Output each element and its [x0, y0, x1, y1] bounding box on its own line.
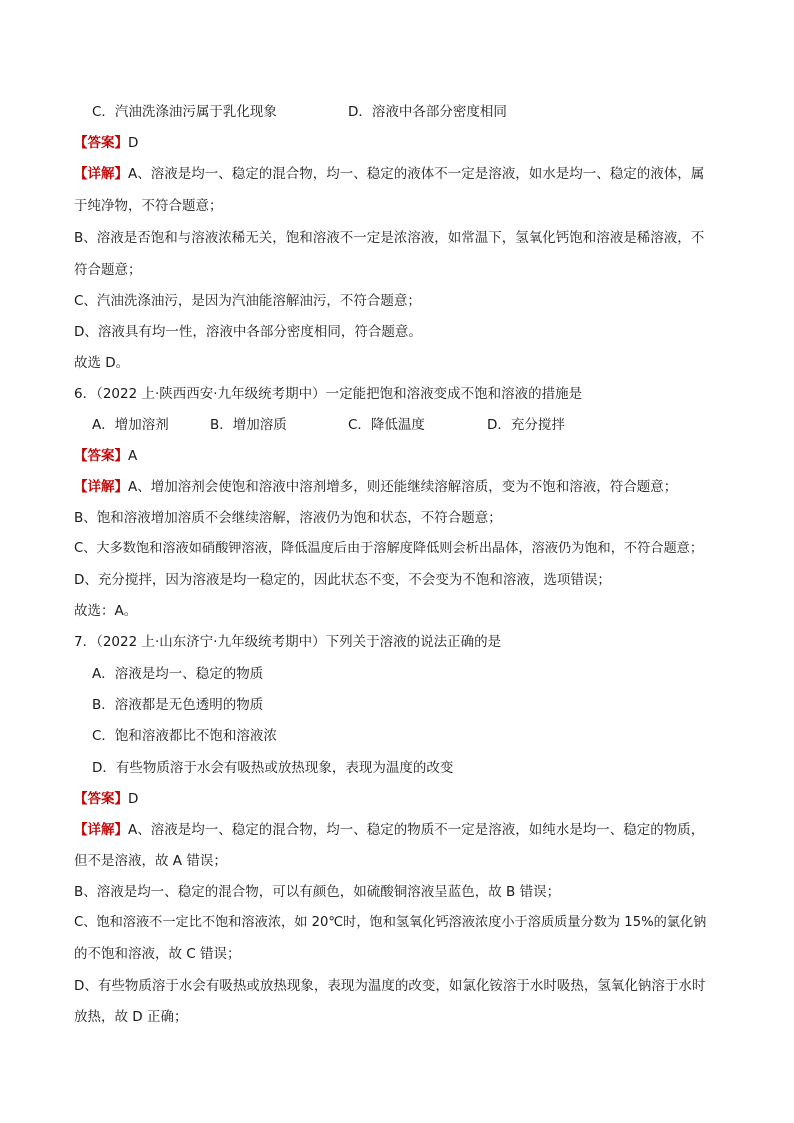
- answer-tag: 【答案】: [74, 135, 128, 151]
- detail-text: A、溶液是均一、稳定的混合物，均一、稳定的物质不一定是溶液，如纯水是均一、稳定的物质，: [128, 822, 705, 838]
- q7-stem: 7．（2022 上·山东济宁·九年级统考期中）下列关于溶液的说法正确的是: [74, 634, 502, 650]
- q6-option-b: B．增加溶质: [210, 417, 287, 433]
- q5-answer: [74, 133, 138, 153]
- detail-tag: 【详解】: [74, 479, 128, 495]
- detail-text: A、溶液是均一、稳定的混合物，均一、稳定的液体不一定是溶液，如水是均一、稳定的液体，属: [128, 166, 705, 182]
- detail-tag: 【详解】: [74, 166, 128, 182]
- q6-option-d: D．充分搅拌: [487, 417, 565, 433]
- q5-detail-line-2: 于纯净物，不符合题意；: [74, 198, 223, 214]
- q7-detail-line-2: 但不是溶液，故 A 错误；: [74, 853, 227, 869]
- q7-detail-line-6: D、有些物质溶于水会有吸热或放热现象，表现为温度的改变，如氯化铵溶于水时吸热，氢氧化钠溶于水时: [74, 978, 706, 994]
- q5-detail-line-6: D、溶液具有均一性，溶液中各部分密度相同，符合题意。: [74, 324, 422, 340]
- answer-value: D: [128, 135, 139, 151]
- q5-option-d: D．溶液中各部分密度相同: [348, 104, 507, 120]
- q6-detail-line-1: [74, 477, 677, 497]
- q7-option-c: C．饱和溶液都比不饱和溶液浓: [92, 728, 277, 744]
- q5-detail-line-3: B、溶液是否饱和与溶液浓稀无关，饱和溶液不一定是浓溶液，如常温下，氢氧化钙饱和溶液是稀溶液，不: [74, 230, 705, 246]
- q7-option-b: B．溶液都是无色透明的物质: [92, 697, 264, 713]
- q6-detail-line-2: B、饱和溶液增加溶质不会继续溶解，溶液仍为饱和状态，不符合题意；: [74, 510, 502, 526]
- q7-option-d: D．有些物质溶于水会有吸热或放热现象，表现为温度的改变: [92, 760, 454, 776]
- q6-answer: [74, 446, 137, 466]
- q7-option-a: A．溶液是均一、稳定的物质: [92, 666, 264, 682]
- q5-detail-line-7: 故选 D。: [74, 355, 130, 371]
- detail-tag: 【详解】: [74, 822, 128, 838]
- q5-detail-line-1: [74, 164, 704, 184]
- detail-text: A、增加溶剂会使饱和溶液中溶剂增多，则还能继续溶解溶质，变为不饱和溶液，符合题意；: [128, 479, 678, 495]
- q6-detail-line-5: 故选：A。: [74, 603, 138, 619]
- q6-stem: 6．（2022 上·陕西西安·九年级统考期中）一定能把饱和溶液变成不饱和溶液的措施是: [74, 386, 583, 402]
- answer-value: A: [128, 448, 138, 464]
- answer-tag: 【答案】: [74, 448, 128, 464]
- q7-detail-line-7: 放热，故 D 正确；: [74, 1009, 188, 1025]
- q6-option-c: C．降低温度: [348, 417, 425, 433]
- q7-answer: [74, 789, 138, 809]
- q5-detail-line-4: 符合题意；: [74, 262, 142, 278]
- q6-detail-line-4: D、充分搅拌，因为溶液是均一稳定的，因此状态不变，不会变为不饱和溶液，选项错误；: [74, 572, 611, 588]
- q7-detail-line-5: 的不饱和溶液，故 C 错误；: [74, 946, 241, 962]
- q5-option-c: C．汽油洗涤油污属于乳化现象: [92, 104, 277, 120]
- q7-detail-line-4: C、饱和溶液不一定比不饱和溶液浓，如 20℃时，饱和氢氧化钙溶液浓度小于溶质质量分数为 15%的氯化钠: [74, 915, 707, 930]
- answer-tag: 【答案】: [74, 791, 128, 807]
- q6-option-a: A．增加溶剂: [92, 417, 169, 433]
- q7-detail-line-3: B、溶液是均一、稳定的混合物，可以有颜色，如硫酸铜溶液呈蓝色，故 B 错误；: [74, 884, 561, 900]
- q6-detail-line-3: C、大多数饱和溶液如硝酸钾溶液，降低温度后由于溶解度降低则会析出晶体，溶液仍为饱和，不符合题意；: [74, 541, 704, 556]
- q5-detail-line-5: C、汽油洗涤油污，是因为汽油能溶解油污，不符合题意；: [74, 293, 421, 309]
- answer-value: D: [128, 791, 139, 807]
- q7-detail-line-1: [74, 820, 704, 840]
